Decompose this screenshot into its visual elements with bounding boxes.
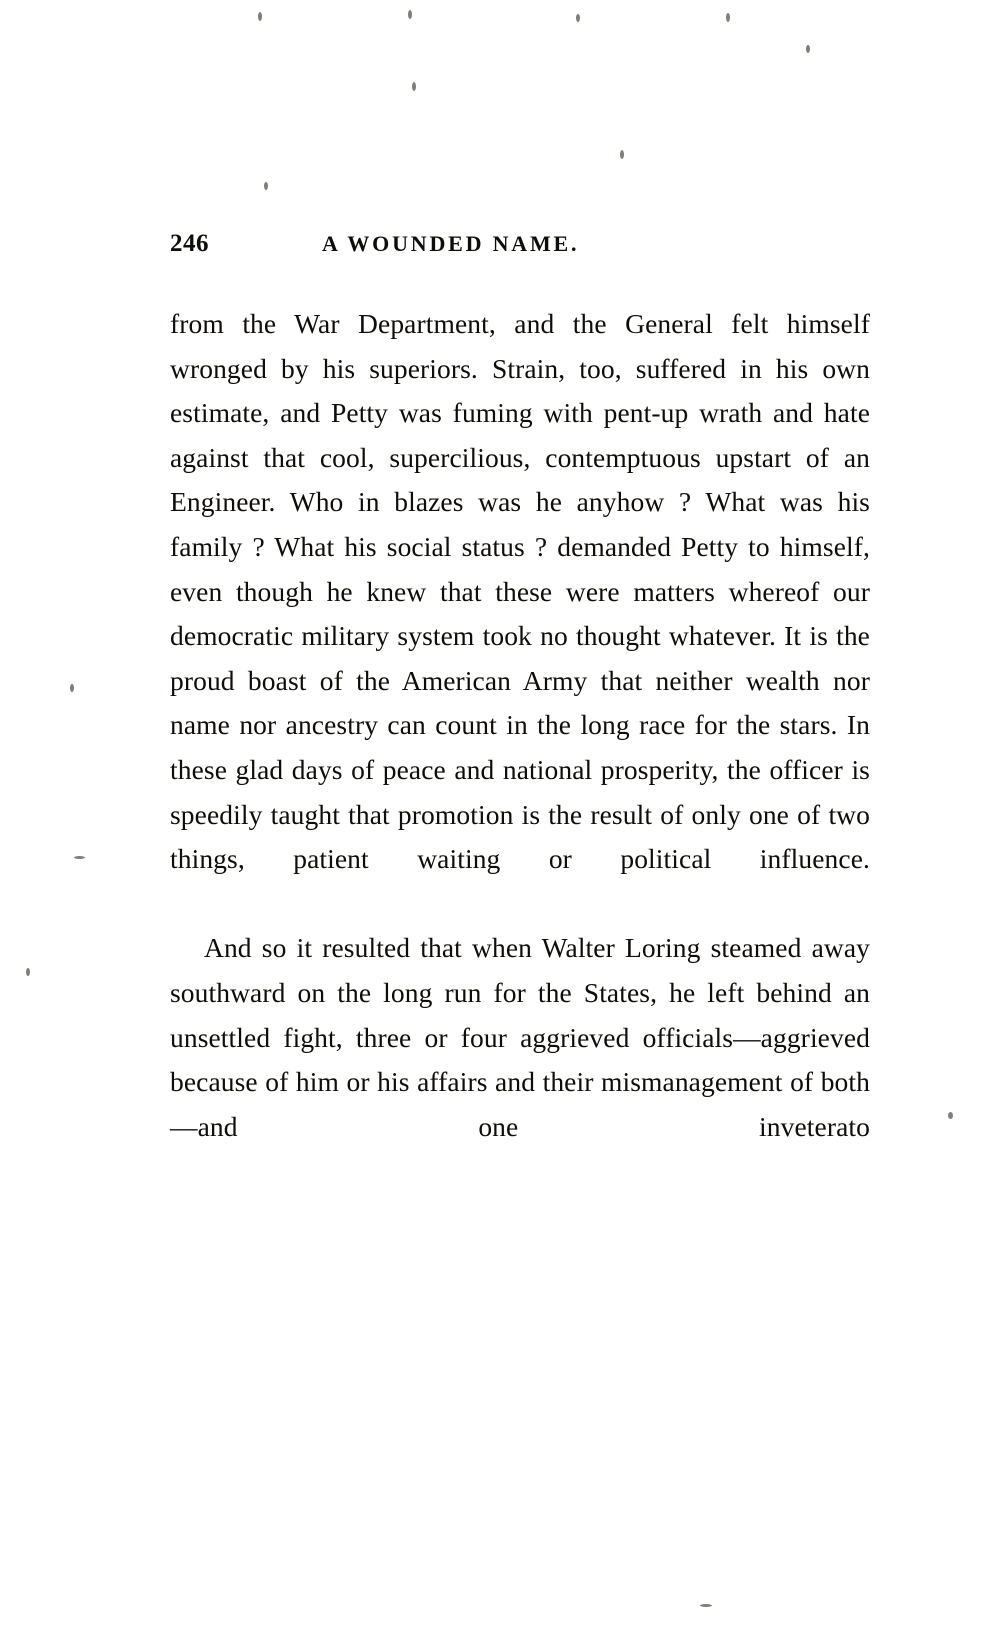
scan-speck bbox=[576, 14, 580, 22]
scan-speck bbox=[806, 45, 810, 53]
page-content bbox=[170, 230, 870, 1194]
paragraph: And so it resulted that when Walter Loring steamed away southward on the long run for the States, he left behind an unsettled fight, three or four aggrieved officials—aggrieved because of him or his affairs and their mismanagement of both—and one inveterato bbox=[170, 932, 870, 1142]
scan-speck bbox=[70, 684, 74, 692]
body-text bbox=[170, 302, 870, 1194]
scan-speck bbox=[264, 182, 268, 190]
scan-speck bbox=[74, 856, 85, 859]
running-title: A WOUNDED NAME. bbox=[322, 231, 580, 256]
page-number: 246 bbox=[170, 230, 209, 257]
scan-speck bbox=[26, 968, 30, 976]
scan-speck bbox=[258, 12, 262, 21]
scan-speck bbox=[620, 150, 624, 159]
scan-speck bbox=[412, 82, 416, 91]
scan-speck bbox=[726, 13, 730, 22]
paragraph: from the War Department, and the General felt himself wronged by his superiors. Strain, too, suffered in his own estimate, and Petty was fuming with pent-up wrath and hate against that cool, supercilious, contemptuous upstart of an Engineer. Who in blazes was he anyhow ? What was his family ? What his social status ? demanded Petty to himself, even though he knew that these were matters whereof our democratic military system took no thought whatever. It is the proud boast of the American Army that neither wealth nor name nor ancestry can count in the long race for the stars. In these glad days of peace and national prosperity, the officer is speedily taught that promotion is the result of only one of two things, patient waiting or political influence. bbox=[170, 308, 870, 875]
scan-speck bbox=[408, 10, 412, 19]
scan-speck bbox=[948, 1112, 953, 1119]
scan-speck bbox=[700, 1604, 712, 1607]
running-head bbox=[170, 230, 870, 276]
